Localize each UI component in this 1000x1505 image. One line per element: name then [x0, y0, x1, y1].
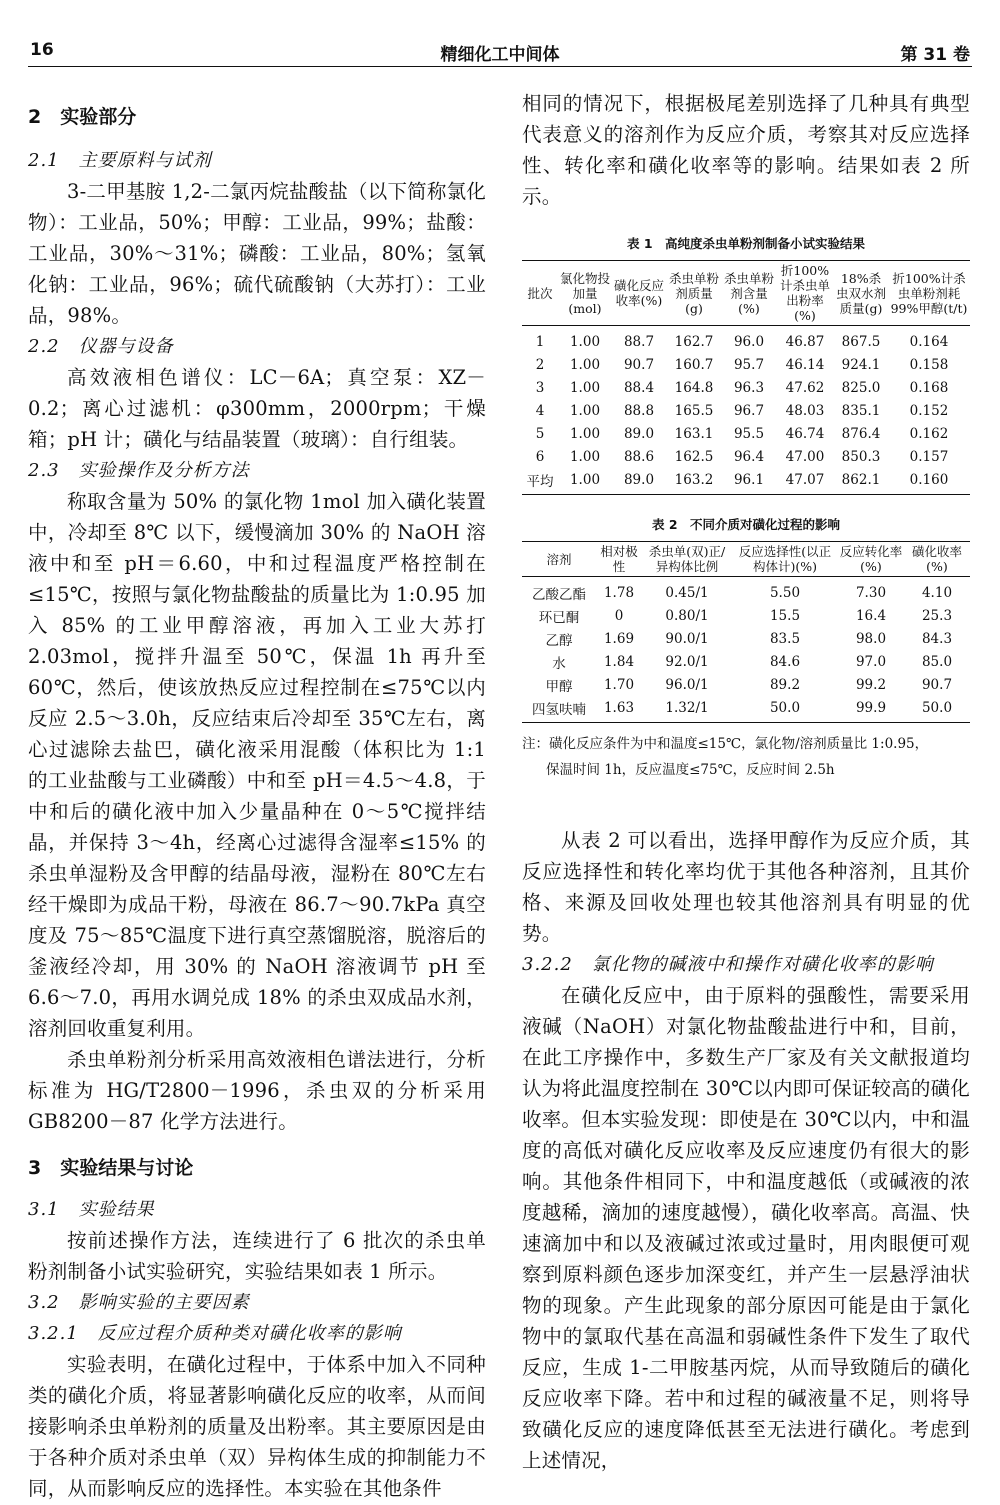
table-row — [522, 445, 970, 468]
table-1-header-row — [522, 261, 970, 326]
section-2-1-text: 3-二甲基胺 1,2-二氯丙烷盐酸盐（以下简称氯化物）：工业品，50%；甲醇：工业品，99%；盐酸：工业品，30%～31%；磷酸：工业品，80%；氢氧化钠：工业品，96%；硫代硫酸钠（大苏打）：工业品，98%。 — [28, 180, 486, 327]
table-cell: 水 — [552, 655, 566, 672]
section-2-2-text: 高效液相色谱仪：LC－6A；真空泵：XZ－0.2；离心过滤机：φ300mm，2000rpm；干燥箱；pH 计；磺化与结晶装置（玻璃）：自行组装。 — [28, 366, 486, 451]
section-2-3-paragraph-1: 称取含量为 50% 的氯化物 1mol 加入磺化装置中，冷却至 8℃ 以下，缓慢滴加 30% 的 NaOH 溶液中和至 pH＝6.60，中和过程温度严格控制在≤15℃，按照与氯化物盐酸盐的质量比为 1:0.95 加入 85% 的工业甲醇溶液，再加入工业大苏打 2.03mol，搅拌升温至 50℃，保温 1h 再升至 60℃，然后，使该放热反应过程控制在≤75℃以内反应 2.5～3.0h，反应结束后冷却至 35℃左右，离心过滤除去盐巴，磺化液采用混酸（体积比为 1:1 的工业盐酸与工业磷酸）中和至 pH＝4.5～4.8，于中和后的磺化液中加入少量晶种在 0～5℃搅拌结晶，并保持 3～4h，经离心过滤得含湿率≤15% 的杀虫单湿粉及含甲醇的结晶母液，湿粉在 80℃左右经干燥即为成品干粉，母液在 86.7～90.7kPa 真空度及 75～85℃温度下进行真空蒸馏脱溶，脱溶后的釜液经冷却，用 30% 的 NaOH 溶液调节 pH 至 6.6～7.0，再用水调兑成 18% 的杀虫双成品水剂，溶剂回收重复利用。 — [28, 490, 486, 1040]
table-cell: 90.0/1 — [665, 630, 709, 647]
table-cell: 1.70 — [603, 676, 635, 693]
section-3-heading: 3 实验结果与讨论 — [28, 1157, 194, 1179]
table-cell: 96.4 — [733, 448, 765, 465]
table-header-cell: 杀虫单(双)正/异构体比例 — [642, 542, 732, 577]
section-3-2-2-heading: 3.2.2 氯化物的碱液中和操作对磺化收率的影响 — [522, 954, 934, 975]
table-header-cell: 磺化收率(%) — [904, 542, 970, 577]
table-cell: 2 — [535, 356, 545, 373]
table-cell: 850.3 — [841, 448, 881, 465]
table-cell: 乙酸乙酯 — [532, 586, 586, 603]
table-cell: 98.0 — [855, 630, 887, 647]
table-2-note-line-1: 注：磺化反应条件为中和温度≤15℃，氯化物/溶剂质量比 1:0.95， — [522, 736, 929, 752]
table-cell: 862.1 — [834, 468, 888, 495]
table-cell: 46.14 — [785, 356, 825, 373]
table-cell: 0.152 — [909, 402, 949, 419]
table-cell: 1.69 — [603, 630, 635, 647]
table-cell: 7.30 — [855, 584, 887, 601]
table-cell: 0.158 — [909, 356, 949, 373]
table-cell: 1.84 — [603, 653, 635, 670]
table-cell: 50.0 — [732, 696, 838, 723]
journal-title: 精细化工中间体 — [440, 45, 560, 65]
table-cell: 162.5 — [674, 448, 714, 465]
table-cell: 95.7 — [733, 356, 765, 373]
table-cell: 165.5 — [674, 402, 714, 419]
table-cell: 0.162 — [909, 425, 949, 442]
table-cell: 16.4 — [855, 607, 887, 624]
table-cell: 4 — [535, 402, 545, 419]
continued-paragraph: 相同的情况下，根据极尾差别选择了几种具有典型代表意义的溶剂作为反应介质，考察其对反应选择性、转化率和磺化收率等的影响。结果如表 2 所示。 — [522, 92, 970, 208]
table-cell: 88.8 — [623, 402, 655, 419]
table-cell: 95.5 — [733, 425, 765, 442]
table-header-cell: 反应选择性(以正构体计)(%) — [732, 542, 838, 577]
table-row — [522, 468, 970, 495]
section-3-1-text: 按前述操作方法，连续进行了 6 批次的杀虫单粉剂制备小试实验研究，实验结果如表 1 所示。 — [28, 1229, 486, 1283]
section-2-1-heading: 2.1 主要原料与试剂 — [28, 150, 212, 171]
table-cell: 47.07 — [776, 468, 834, 495]
table-row — [522, 399, 970, 422]
table-cell: 1.00 — [558, 468, 612, 495]
table-cell: 1.63 — [596, 696, 642, 723]
table-cell: 1.00 — [569, 379, 601, 396]
table-row — [522, 353, 970, 376]
table-header-cell: 氯化物投加量(mol) — [558, 261, 612, 326]
table-header-cell: 杀虫单粉剂含量(%) — [722, 261, 776, 326]
table-cell: 0.157 — [909, 448, 949, 465]
left-column — [28, 88, 486, 1504]
table-header-cell: 18%杀虫双水剂质量(g) — [834, 261, 888, 326]
table-cell: 1.00 — [569, 356, 601, 373]
section-2-2-heading: 2.2 仪器与设备 — [28, 336, 174, 357]
table-row — [522, 650, 970, 673]
section-3-1-heading: 3.1 实验结果 — [28, 1199, 155, 1220]
table-2-discussion-text: 从表 2 可以看出，选择甲醇作为反应介质，其反应选择性和转化率均优于其他各种溶剂，且其价格、来源及回收处理也较其他溶剂具有明显的优势。 — [522, 829, 970, 945]
table-cell: 163.1 — [674, 425, 714, 442]
section-3-2-1-text: 实验表明，在磺化过程中，于体系中加入不同种类的磺化介质，将显著影响磺化反应的收率，从而间接影响杀虫单粉剂的质量及出粉率。其主要原因是由于各种介质对杀虫单（双）异构体生成的抑制能力不同，从而影响反应的选择性。本实验在其他条件 — [28, 1353, 486, 1500]
right-column — [522, 88, 970, 1476]
table-cell: 48.03 — [785, 402, 825, 419]
table-cell: 83.5 — [769, 630, 801, 647]
table-cell: 0.164 — [909, 333, 949, 350]
table-cell: 46.74 — [785, 425, 825, 442]
table-cell: 96.1 — [722, 468, 776, 495]
page-header — [28, 32, 972, 67]
table-cell: 89.0 — [612, 468, 666, 495]
table-cell: 99.9 — [838, 696, 904, 723]
table-cell: 163.2 — [666, 468, 722, 495]
table-2-note — [522, 731, 970, 783]
table-cell: 0.45/1 — [665, 584, 709, 601]
table-header-cell: 折100%计杀虫单出粉率(%) — [776, 261, 834, 326]
table-cell: 99.2 — [855, 676, 887, 693]
table-cell: 47.62 — [785, 379, 825, 396]
table-cell: 84.6 — [769, 653, 801, 670]
section-3-2-heading: 3.2 影响实验的主要因素 — [28, 1292, 250, 1313]
table-cell: 1 — [535, 333, 545, 350]
table-cell: 50.0 — [904, 696, 970, 723]
table-cell: 90.7 — [623, 356, 655, 373]
table-cell: 88.7 — [623, 333, 655, 350]
table-cell: 5.50 — [769, 584, 801, 601]
table-cell: 0.160 — [888, 468, 970, 495]
table-header-cell: 批次 — [522, 261, 558, 326]
table-header-cell: 折100%计杀虫单粉剂耗99%甲醇(t/t) — [888, 261, 970, 326]
table-cell: 96.0 — [733, 333, 765, 350]
table-cell: 88.6 — [623, 448, 655, 465]
table-cell: 4.10 — [921, 584, 953, 601]
table-cell: 1.00 — [569, 333, 601, 350]
table-cell: 0 — [614, 607, 624, 624]
table-header-cell: 磺化反应收率(%) — [612, 261, 666, 326]
table-cell: 平均 — [522, 468, 558, 495]
table-row — [522, 696, 970, 723]
table-2-header-row — [522, 542, 970, 577]
table-cell: 四氢呋喃 — [522, 696, 596, 723]
table-cell: 96.0/1 — [665, 676, 709, 693]
table-row — [522, 422, 970, 445]
section-2-heading: 2 实验部分 — [28, 106, 137, 128]
table-cell: 1.32/1 — [642, 696, 732, 723]
table-cell: 1.00 — [569, 448, 601, 465]
table-header-cell: 杀虫单粉剂质量(g) — [666, 261, 722, 326]
table-cell: 1.00 — [569, 425, 601, 442]
table-cell: 环已酮 — [538, 609, 580, 626]
table-cell: 876.4 — [841, 425, 881, 442]
table-cell: 6 — [535, 448, 545, 465]
table-cell: 1.00 — [569, 402, 601, 419]
section-3-2-1-heading: 3.2.1 反应过程介质种类对磺化收率的影响 — [28, 1323, 402, 1344]
table-cell: 162.7 — [674, 333, 714, 350]
table-cell: 47.00 — [785, 448, 825, 465]
table-row — [522, 577, 970, 605]
table-2-title: 表 2 不同介质对磺化过程的影响 — [651, 517, 841, 532]
table-cell: 89.2 — [769, 676, 801, 693]
table-cell: 160.7 — [674, 356, 714, 373]
table-cell: 92.0/1 — [665, 653, 709, 670]
table-1-title: 表 1 高纯度杀虫单粉剂制备小试实验结果 — [626, 236, 866, 251]
table-cell: 90.7 — [921, 676, 953, 693]
table-cell: 835.1 — [841, 402, 881, 419]
table-cell: 164.8 — [674, 379, 714, 396]
table-cell: 96.7 — [733, 402, 765, 419]
table-2-note-line-2: 保温时间 1h，反应温度≤75℃，反应时间 2.5h — [546, 762, 835, 778]
table-header-cell: 相对极性 — [596, 542, 642, 577]
section-2-3-paragraph-2: 杀虫单粉剂分析采用高效液相色谱法进行，分析标准为 HG/T2800－1996，杀虫双的分析采用 GB8200－87 化学方法进行。 — [28, 1048, 486, 1133]
table-cell: 97.0 — [855, 653, 887, 670]
table-cell: 867.5 — [841, 333, 881, 350]
table-row — [522, 627, 970, 650]
section-2-3-heading: 2.3 实验操作及分析方法 — [28, 460, 250, 481]
table-row — [522, 326, 970, 354]
table-cell: 924.1 — [841, 356, 881, 373]
table-row — [522, 376, 970, 399]
table-cell: 89.0 — [623, 425, 655, 442]
table-cell: 甲醇 — [545, 678, 573, 695]
table-cell: 1.78 — [603, 584, 635, 601]
table-cell: 3 — [535, 379, 545, 396]
table-row — [522, 673, 970, 696]
table-1 — [522, 260, 970, 495]
table-row — [522, 604, 970, 627]
table-2 — [522, 541, 970, 723]
table-cell: 88.4 — [623, 379, 655, 396]
table-cell: 825.0 — [841, 379, 881, 396]
table-cell: 84.3 — [921, 630, 953, 647]
section-3-2-2-text: 在磺化反应中，由于原料的强酸性，需要采用液碱（NaOH）对氯化物盐酸盐进行中和，目前，在此工序操作中，多数生产厂家及有关文献报道均认为将此温度控制在 30℃以内即可保证较高的磺化收率。但本实验发现：即使是在 30℃以内，中和温度的高低对磺化反应收率及反应速度仍有很大的影响。其他条件相同下，中和温度越低（或碱液的浓度越稀，滴加的速度越慢），磺化收率高。高温、快速滴加中和以及液碱过浓或过量时，用肉眼便可观察到原料颜色逐步加深变红，并产生一层悬浮油状物的现象。产生此现象的部分原因可能是由于氯化物中的氯取代基在高温和弱碱性条件下发生了取代反应，生成 1-二甲胺基丙烷，从而导致随后的磺化反应收率下降。若中和过程的碱液量不足，则将导致磺化反应的速度降低甚至无法进行磺化。考虑到上述情况， — [522, 984, 970, 1472]
table-cell: 乙醇 — [545, 632, 573, 649]
table-cell: 0.80/1 — [665, 607, 709, 624]
volume-label: 第 31 卷 — [900, 45, 970, 65]
table-header-cell: 反应转化率(%) — [838, 542, 904, 577]
table-cell: 15.5 — [769, 607, 801, 624]
page-number: 16 — [30, 40, 54, 60]
table-cell: 5 — [535, 425, 545, 442]
table-cell: 25.3 — [921, 607, 953, 624]
table-cell: 46.87 — [785, 333, 825, 350]
table-header-cell: 溶剂 — [522, 542, 596, 577]
table-cell: 96.3 — [733, 379, 765, 396]
table-cell: 85.0 — [921, 653, 953, 670]
table-cell: 0.168 — [909, 379, 949, 396]
